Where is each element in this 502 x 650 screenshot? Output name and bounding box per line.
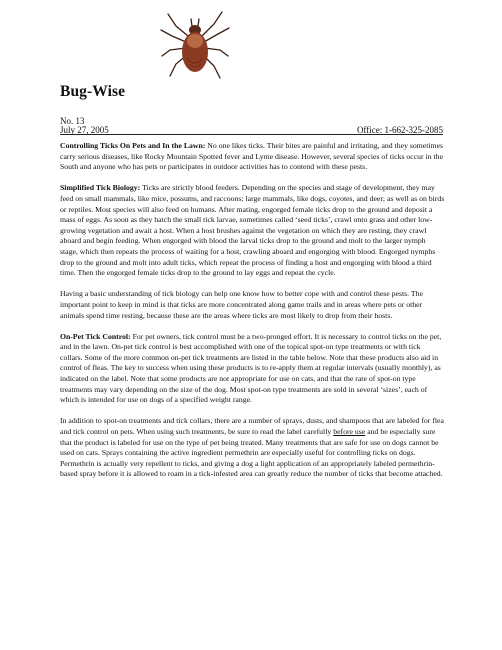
paragraph-intro — [60, 141, 445, 173]
paragraph-biology-summary — [60, 289, 445, 321]
issue-number: No. 13 — [60, 116, 85, 126]
paragraph-on-pet-control — [60, 332, 445, 406]
paragraph-text: Ticks are strictly blood feeders. Depending on the species and stage of development, they may feed on small mammals, like mice, possums, and raccoons; large mammals, like dogs, coyotes, and deer; as well as on birds or reptiles. Most species will also feed on humans. After mating, engorged female ticks drop to the ground and deposit a mass of eggs. As soon as they hatch the small tick larvae, sometimes called ‘seed ticks’, crawl onto grass and other low-growing vegetation and await a host. When a host brushes against the vegetation on which they are resting, they crawl aboard and begin feeding. When engorged with blood the larval ticks drop to the ground and molt to the larger nymph stage, which then repeats the process of waiting for a host, crawling aboard and engorging with blood. Engorged nymphs drop to the ground and molt into adult ticks, which repeat the process of finding a host and engorging with blood a third time. Then the engorged female ticks drop to the ground to lay eggs and repeat the cycle. — [60, 183, 445, 278]
paragraph-text: For pet owners, tick control must be a two-pronged effort. It is necessary to control ticks on the pet, and in the lawn. On-pet tick control is best accomplished with one of the topical spot-on type treatments or with tick collars. Some of the more common on-pet tick treatments are listed in the table below. Note that these products also aid in control of fleas. The key to success when using these products is to re-apply them at regular intervals (usually monthly), as indicated on the label. Note that some products are not appropriate for use on cats, and that the rate of spot-on type treatments may vary depending on the size of the dog. Most spot-on type treatments are sold in several ‘sizes’, each of which is intended for use on dogs of a specified weight range. — [60, 331, 442, 405]
section-heading: Controlling Ticks On Pets and In the Lawn: — [60, 141, 206, 150]
section-heading: On-Pet Tick Control: — [60, 331, 131, 341]
paragraph-tick-biology — [60, 183, 445, 278]
newsletter-title: Bug-Wise — [60, 83, 126, 100]
issue-date: July 27, 2005 — [60, 125, 109, 135]
office-phone: Office: 1-662-325-2085 — [356, 125, 443, 135]
paragraph-text: In addition to spot-on treatments and tick collars, there are a number of sprays, dusts, and shampoos that are labeled for flea and tick control on pets. When using such treatments, be sure to read the label carefully — [60, 416, 444, 437]
section-heading: Simplified Tick Biology: — [60, 183, 141, 193]
header-divider — [60, 134, 443, 135]
tick-icon — [158, 6, 232, 86]
underlined-phrase: before use — [333, 427, 366, 437]
paragraph-text: Having a basic understanding of tick biology can help one know how to better cope with and control these pests. The important point to keep in mind is that ticks are more concentrated along game trails and in areas where pets or other animals spend time resting, because these are the areas where ticks are most likely to drop from their hosts. — [60, 289, 423, 320]
paragraph-text: and be especially sure that the product is labeled for use on the type of pet being treated. Many treatments that are safe for use on dogs cannot be used on cats. Sprays containing the active ingredient permethrin are especially useful for controlling ticks on dogs. Permethrin is actually very repellent to ticks, and giving a dog a light application of an appropriately labeled permethrin-based spray before it is allowed to roam in a tick-infested area can greatly reduce the number of ticks that become attached. — [60, 427, 443, 479]
article-body — [60, 141, 445, 491]
paragraph-sprays — [60, 416, 445, 480]
paragraph-text: No one likes ticks. Their bites are painful and irritating, and they sometimes carry serious diseases, like Rocky Mountain Spotted fever and Lyme disease. However, several species of ticks occur in the South and anyone who has pets or participates in outdoor activities has to contend with these pests. — [60, 141, 444, 172]
